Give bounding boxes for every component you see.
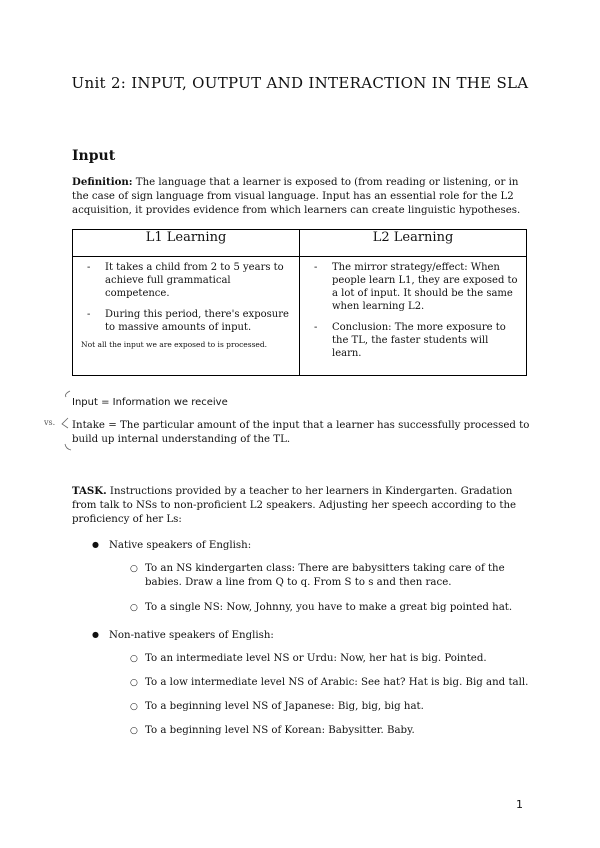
list-item-native: ● Native speakers of English:	[92, 540, 252, 551]
intake-definition: Intake = The particular amount of the input that a learner has successfully processed to build up internal understanding of the TL.	[72, 420, 530, 445]
page-number: 1	[516, 798, 523, 811]
task-text: Instructions provided by a teacher to her learners in Kindergarten. Gradation from talk to NSs to non-proficient L2 speakers. Adjusting her speech according to the proficiency of her Ls:	[72, 486, 517, 525]
page-title: Unit 2: INPUT, OUTPUT AND INTERACTION IN THE SLA	[71, 74, 529, 92]
list-item: - It takes a child from 2 to 5 years to achieve full grammatical competence.	[87, 262, 284, 299]
margin-note: vs.	[44, 418, 56, 427]
list-item: ○ To a low intermediate level NS of Arabic: See hat? Hat is big. Big and tall.	[130, 677, 529, 688]
definition-label: Definition:	[72, 176, 133, 188]
definition-text: The language that a learner is exposed to (from reading or listening, or in the case of sign language from visual language. Input has an essential role for the L2 acquisition, it provides evidence from which learners can create linguistic hypotheses.	[72, 177, 521, 216]
list-item: ○ To a beginning level NS of Japanese: Big, big, big hat.	[130, 701, 424, 712]
task-label: TASK.	[72, 485, 107, 497]
table-cell-l1	[73, 257, 300, 376]
list-item: - The mirror strategy/effect: When people learn L1, they are exposed to a lot of input. It should be the same when learning L2.	[314, 262, 518, 312]
task-paragraph	[72, 484, 532, 527]
list-item: - During this period, there's exposure to massive amounts of input.	[87, 309, 289, 333]
list-item: ○ To a single NS: Now, Johnny, you have to make a great big pointed hat.	[130, 602, 513, 613]
input-definition: Input = Information we receive	[72, 397, 228, 408]
definition-paragraph	[72, 175, 532, 218]
list-item: ○ To an intermediate level NS or Urdu: Now, her hat is big. Pointed.	[130, 653, 487, 664]
table-header-l1: L1 Learning	[73, 230, 300, 257]
comparison-table	[72, 229, 527, 376]
list-item-nonnative: ● Non-native speakers of English:	[92, 630, 274, 641]
table-header-l2: L2 Learning	[300, 230, 527, 257]
list-item: ○ To a beginning level NS of Korean: Babysitter. Baby.	[130, 725, 415, 736]
list-item: - Conclusion: The more exposure to the TL, the faster students will learn.	[314, 322, 506, 359]
table-note: Not all the input we are exposed to is processed.	[81, 340, 268, 349]
table-cell-l2	[300, 257, 527, 376]
section-heading-input: Input	[72, 148, 116, 164]
list-item: ○ To an NS kindergarten class: There are babysitters taking care of the babies. Draw a line from Q to q. From S to s and then race.	[130, 563, 505, 588]
